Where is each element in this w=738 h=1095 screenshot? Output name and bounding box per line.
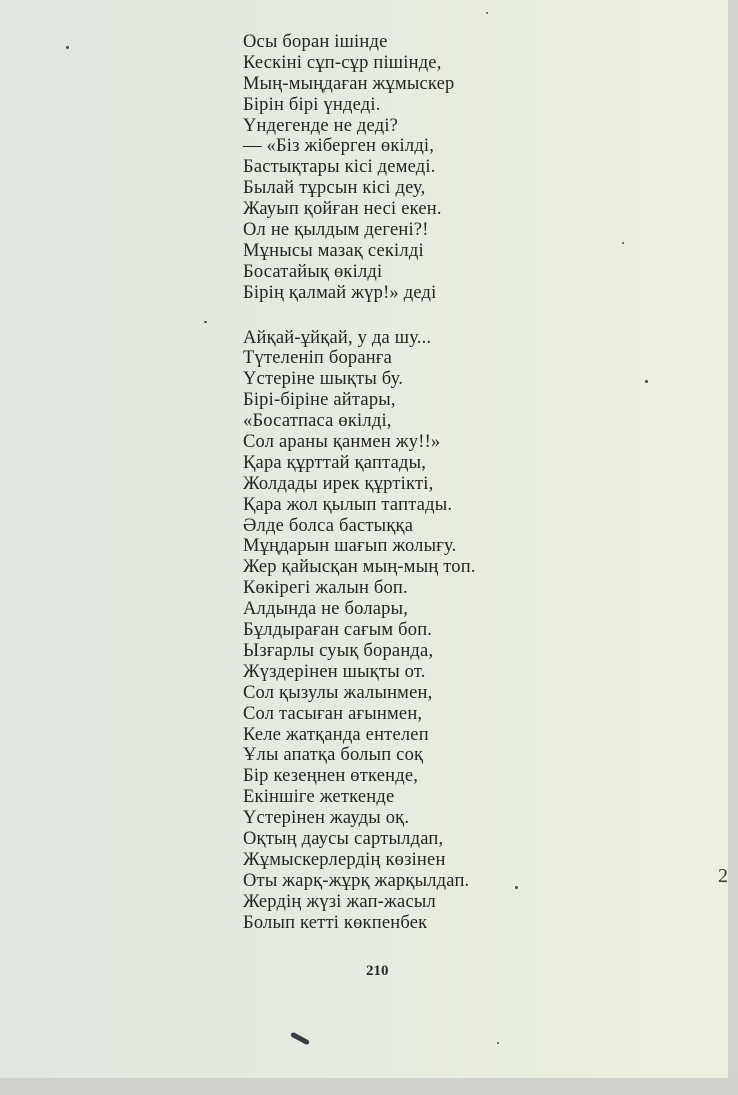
- ink-speck: [645, 380, 648, 383]
- poem-line: Бір кезеңнен өткенде,: [243, 766, 419, 787]
- poem-line: Оты жарқ-жұрқ жарқылдап.: [243, 870, 470, 891]
- ink-speck: [66, 46, 69, 49]
- ink-speck: [497, 1042, 499, 1044]
- poem-line: Былай тұрсын кісі деу,: [243, 178, 426, 199]
- poem-line: «Босатпаса өкілді,: [243, 411, 392, 432]
- stanza-2: [243, 328, 603, 934]
- poem-line: Жер қайысқан мың-мың топ.: [243, 557, 476, 578]
- poem-line: Көкірегі жалын боп.: [243, 578, 408, 599]
- poem-line: Жауып қойған несі екен.: [243, 199, 442, 220]
- poem-line: Мұңдарын шағып жолығу.: [243, 536, 457, 557]
- poem-line: Сол қызулы жалынмен,: [243, 682, 433, 703]
- poem-line: Алдында не болары,: [243, 599, 409, 620]
- poem-line: Бірін бірі үндеді.: [243, 94, 381, 115]
- poem-line: Бірің қалмай жүр!» деді: [243, 282, 437, 303]
- stanza-1: [243, 32, 603, 304]
- ink-speck: [486, 12, 488, 14]
- poem-line: Үстеріне шықты бу.: [243, 369, 404, 390]
- poem-line: Сол араны қанмен жу!!»: [243, 432, 441, 453]
- ink-smudge: [290, 1032, 310, 1046]
- poem-line: Босатайық өкілді: [243, 261, 383, 282]
- margin-mark: 2: [718, 865, 728, 887]
- poem-line: Үстерінен жауды оқ.: [243, 808, 410, 829]
- poem-line: Оқтың даусы сартылдап,: [243, 828, 444, 849]
- poem-line: Жұмыскерлердің көзінен: [243, 849, 446, 870]
- poem-line: — «Біз жіберген өкілді,: [243, 136, 435, 157]
- poem-line: Бұлдыраған сағым боп.: [243, 620, 433, 641]
- poem-line: Осы боран ішінде: [243, 32, 388, 52]
- poem-line: Жолдады ирек құртікті,: [243, 473, 434, 494]
- poem-line: Ол не қылдым дегені?!: [243, 220, 429, 241]
- poem-line: Келе жатқанда ентелеп: [243, 724, 429, 745]
- poem-line: Үндегенде не деді?: [243, 115, 399, 136]
- poem-line: Бірі-біріне айтары,: [243, 390, 396, 411]
- poem-line: Екіншіге жеткенде: [243, 787, 395, 808]
- ink-speck: [515, 886, 518, 889]
- poem-line: Мұнысы мазақ секілді: [243, 240, 424, 261]
- poem-line: Сол тасыған ағынмен,: [243, 703, 423, 724]
- poem-line: Қара құрттай қаптады,: [243, 452, 427, 473]
- poem-line: Айқай-ұйқай, у да шу...: [243, 327, 432, 348]
- poem-line: Ұлы апатқа болып соқ: [243, 745, 424, 766]
- ink-speck: [204, 321, 207, 323]
- poem-line: Бастықтары кісі демеді.: [243, 157, 436, 178]
- poem-line: Кескіні сұп-сұр пішінде,: [243, 52, 442, 73]
- poem-line: Болып кетті көкпенбек: [243, 912, 428, 933]
- poem-line: Түтеленіп боранға: [243, 348, 393, 369]
- poem-line: Мың-мыңдаған жұмыскер: [243, 73, 455, 94]
- poem-line: Әлде болса бастыққа: [243, 515, 414, 536]
- poem-line: Жердің жүзі жап-жасыл: [243, 891, 436, 912]
- page-number: 210: [366, 963, 389, 979]
- poem-line: Жүздерінен шықты от.: [243, 661, 426, 682]
- ink-speck: [622, 242, 624, 244]
- page-edge: [0, 1078, 738, 1095]
- poem-line: Қара жол қылып таптады.: [243, 494, 453, 515]
- poem: [243, 32, 603, 933]
- poem-line: Ызғарлы суық боранда,: [243, 640, 434, 661]
